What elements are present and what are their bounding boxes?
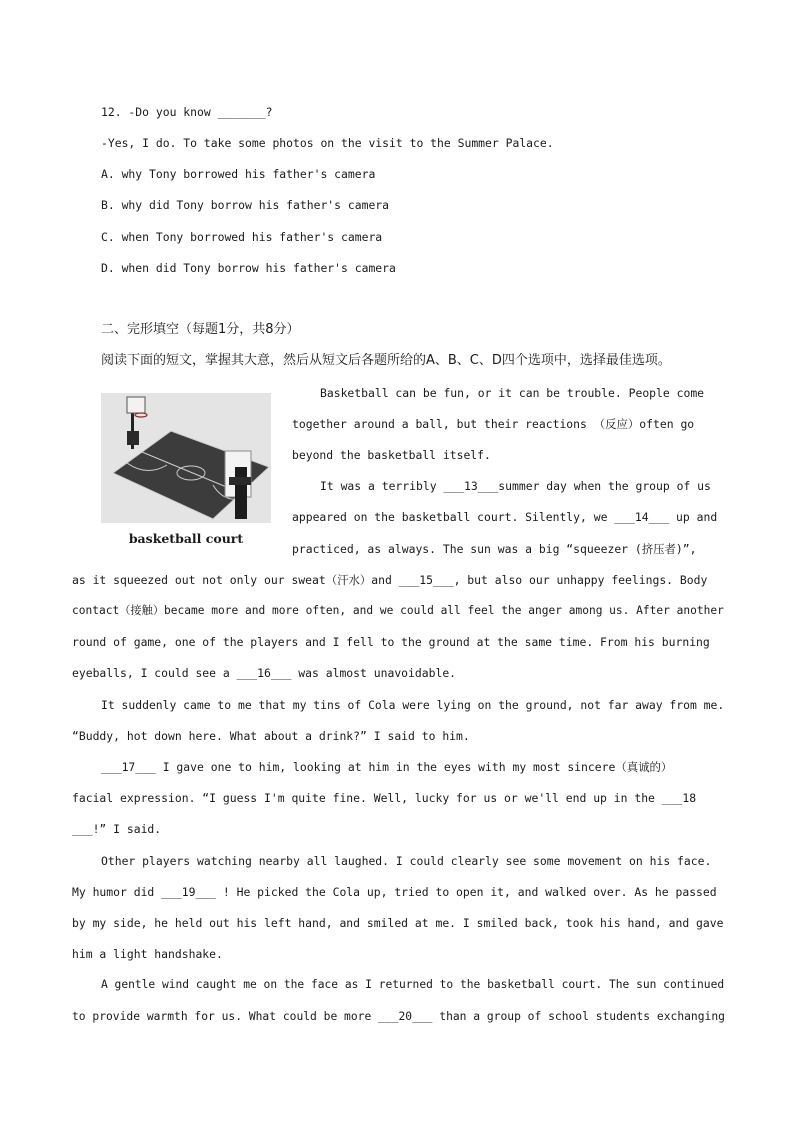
section-2-heading: 二、完形填空（每题1分，共8分） (101, 322, 300, 337)
passage-line: A gentle wind caught me on the face as I returned to the basketball court. The sun continued (101, 978, 725, 991)
passage-line: It was a terribly ___13___summer day when the group of us (320, 479, 711, 493)
passage-line: ___17___ I gave one to him, looking at him in the eyes with my most sincere（真诚的） (101, 760, 673, 774)
question-12-stem: 12. -Do you know _______? (101, 105, 273, 119)
passage-line: contact（接触）became more and more often, and we could all feel the anger among us. After another (72, 604, 724, 617)
passage-line: practiced, as always. The sun was a big “squeezer (挤压者)”, (292, 542, 697, 556)
passage-line: eyeballs, I could see a ___16___ was almost unavoidable. (72, 666, 457, 680)
passage-line: “Buddy, hot down here. What about a drink?” I said to him. (72, 729, 470, 743)
passage-line: Basketball can be fun, or it can be trouble. People come (320, 386, 705, 400)
passage-line: beyond the basketball itself. (292, 448, 491, 462)
passage-line: ___!” I said. (72, 822, 162, 836)
passage-line: round of game, one of the players and I fell to the ground at the same time. From his burning (72, 635, 710, 649)
passage-line: facial expression. “I guess I'm quite fine. Well, lucky for us or we'll end up in the ___18 (72, 791, 697, 805)
section-2-instruction: 阅读下面的短文，掌握其大意，然后从短文后各题所给的A、B、C、D四个选项中，选择最佳选项。 (101, 353, 671, 368)
passage-line: together around a ball, but their reactions （反应）often go (292, 417, 695, 431)
question-12-option-b: B. why did Tony borrow his father's camera (101, 198, 390, 212)
question-12-answer: -Yes, I do. To take some photos on the visit to the Summer Palace. (101, 136, 554, 150)
passage-line: by my side, he held out his left hand, and smiled at me. I smiled back, took his hand, and gave (72, 916, 724, 930)
passage-line: to provide warmth for us. What could be more ___20___ than a group of school students exchanging (72, 1010, 725, 1023)
passage-line: appeared on the basketball court. Silently, we ___14___ up and (292, 510, 718, 524)
passage-line: Other players watching nearby all laughed. I could clearly see some movement on his face. (101, 854, 712, 868)
passage-line: It suddenly came to me that my tins of Cola were lying on the ground, not far away from me. (101, 698, 725, 712)
passage-line: My humor did ___19___ ! He picked the Cola up, tried to open it, and walked over. As he passed (72, 885, 717, 899)
figure-caption: basketball court (128, 531, 244, 546)
question-12-option-c: C. when Tony borrowed his father's camera (101, 230, 383, 244)
passage-line: him a light handshake. (72, 947, 223, 961)
question-12-option-d: D. when did Tony borrow his father's camera (101, 261, 396, 275)
passage-line: as it squeezed out not only our sweat（汗水）and ___15___, but also our unhappy feelings. Body (72, 573, 708, 587)
basketball-court-image (101, 393, 271, 553)
question-12-option-a: A. why Tony borrowed his father's camera (101, 167, 376, 181)
